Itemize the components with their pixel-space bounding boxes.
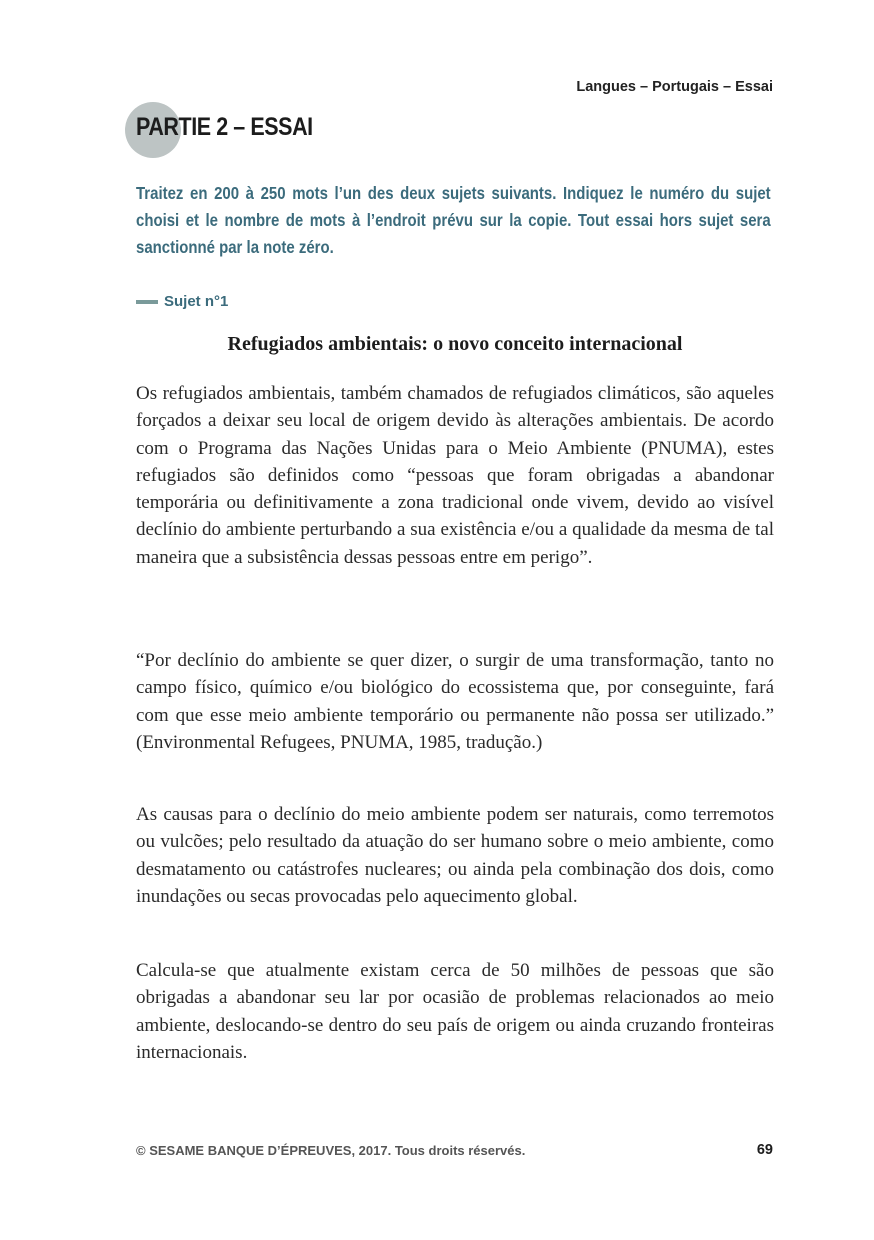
paragraph-1: Os refugiados ambientais, também chamados de refugiados climáticos, são aqueles forçados a deixar seu local de origem devido às alterações ambientais. De acordo com o Programa das Nações Unidas para o Meio Ambiente (PNUMA), estes refugiados são definidos como “pessoas que foram obrigadas a abandonar temporária ou definitivamente a zona tradicional onde vivem, devido ao visível declínio do ambiente perturbando a sua existência e/ou a qualidade da mesma de tal maneira que a subsistência dessas pessoas entre em perigo”. bbox=[136, 383, 774, 568]
paragraph-2: “Por declínio do ambiente se quer dizer, o surgir de uma transformação, tanto no campo físico, químico e/ou biológico do ecossistema que, por conseguinte, fará com que esse meio ambiente temporário ou permanente não possa ser utilizado.” (Environmental Refugees, PNUMA, 1985, tradução.) bbox=[136, 650, 774, 753]
running-header: Langues – Portugais – Essai bbox=[576, 79, 773, 95]
footer-copyright: © SESAME BANQUE D’ÉPREUVES, 2017. Tous droits réservés. bbox=[136, 1143, 526, 1158]
part-title: PARTIE 2 – ESSAI bbox=[136, 113, 313, 141]
sujet-label bbox=[136, 293, 228, 310]
essay-title: Refugiados ambientais: o novo conceito internacional bbox=[227, 333, 683, 355]
instructions-text: Traitez en 200 à 250 mots l’un des deux sujets suivants. Indiquez le numéro du sujet choisi et le nombre de mots à l’endroit prévu sur la copie. Tout essai hors sujet sera sanctionné par la note zéro. bbox=[136, 183, 771, 257]
paragraph-4: Calcula-se que atualmente existam cerca de 50 milhões de pessoas que são obrigadas a abandonar seu lar por ocasião de problemas relacionados ao meio ambiente, deslocando-se dentro do seu país de origem ou ainda cruzando fronteiras internacionais. bbox=[136, 960, 774, 1063]
sujet-bar-marker bbox=[136, 300, 158, 304]
paragraph-3: As causas para o declínio do meio ambiente podem ser naturais, como terremotos ou vulcões; pelo resultado da atuação do ser humano sobre o meio ambiente, como desmatamento ou catástrofes nucleares; ou ainda pela combinação dos dois, como inundações ou secas provocadas pelo aquecimento global. bbox=[136, 804, 774, 907]
page-number: 69 bbox=[756, 1142, 773, 1158]
sujet-label-text: Sujet n°1 bbox=[164, 293, 229, 310]
